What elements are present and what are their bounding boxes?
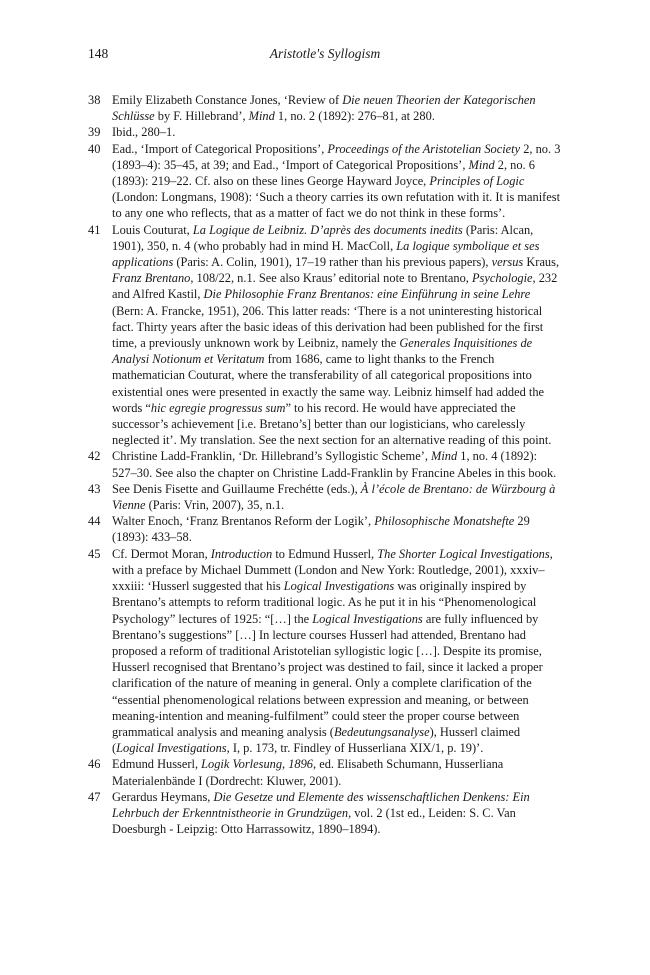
endnote-text: [112, 141, 562, 222]
text-segment: (Bern: A. Francke, 1951), 206. This latter reads: ‘There is a not uninteresting historical fact. Thirty years after the basic ideas of this derivation had been published for the first time, a previously unknown work by Leibniz, namely the: [112, 303, 544, 351]
italic-title-segment: Die Gesetze und Elemente des wissenschaftlichen Denkens: Ein Lehrbuch der Erkenntnistheorie in Grundzügen: [112, 789, 530, 820]
italic-title-segment: Introduction: [210, 546, 273, 561]
italic-title-segment: Logik Vorlesung, 1896: [201, 757, 314, 772]
italic-title-segment: The Shorter Logical Investigations: [377, 546, 550, 561]
endnote: [88, 448, 562, 480]
italic-title-segment: versus: [491, 255, 524, 270]
text-segment: was originally inspired by Brentano’s attempts to reform traditional logic. As he put it in his “Phenomenological Psychology” lectures of 1925: “[…] the: [112, 579, 537, 626]
italic-title-segment: Logical Investigations: [312, 611, 423, 626]
text-segment: (Paris: Vrin, 2007), 35, n.1.: [145, 498, 285, 513]
page-header: [88, 46, 562, 66]
text-segment: 2, no. 3 (1893–4): 35–45, at 39; and Ead., ‘Import of Categorical Propositions’,: [112, 141, 561, 172]
italic-title-segment: Proceedings of the Aristotelian Society: [327, 141, 521, 156]
text-segment: 29 (1893): 433–58.: [112, 514, 530, 545]
text-segment: Walter Enoch, ‘Franz Brentanos Reform der Logik’,: [112, 514, 375, 529]
endnote-text: [112, 124, 562, 140]
endnote: [88, 789, 562, 838]
text-segment: by F. Hillebrand’,: [154, 109, 249, 124]
text-segment: Emily Elizabeth Constance Jones, ‘Review of: [112, 93, 343, 107]
text-segment: See Denis Fisette and Guillaume Frechétte (eds.),: [112, 481, 361, 496]
page-number: 148: [88, 46, 109, 61]
endnote-text: [112, 513, 562, 545]
endnote-number: 41: [88, 222, 101, 237]
italic-title-segment: Logical Investigations: [116, 741, 227, 756]
text-segment: , 108/22, n.1. See also Kraus’ editorial note to Brentano,: [190, 271, 472, 286]
running-title: Aristotle's Syllogism: [269, 46, 381, 61]
text-segment: (Paris: Alcan, 1901), 350, n. 4 (who probably had in mind H. MacColl,: [112, 222, 534, 253]
italic-title-segment: À l’école de Brentano: de Würzbourg à Vienne: [112, 481, 556, 513]
text-segment: Christine Ladd-Franklin, ‘Dr. Hillebrand’s Syllogistic Scheme’,: [112, 449, 432, 464]
italic-title-segment: Bedeutungsanalyse: [333, 724, 430, 739]
text-segment: Edmund Husserl,: [112, 757, 202, 772]
italic-title-segment: Psychologie: [471, 271, 533, 286]
italic-title-segment: Die neuen Theorien der Kategorischen Schlüsse: [112, 93, 536, 124]
text-segment: Louis Couturat,: [112, 222, 193, 237]
text-segment: , with a preface by Michael Dummett (London and New York: Routledge, 2001), xxxiv–xxxiii: ‘Husserl suggested that his: [112, 546, 553, 594]
endnote: [88, 481, 562, 513]
endnote-text: [112, 92, 562, 124]
endnote: [88, 756, 562, 788]
text-segment: (London: Longmans, 1908): ‘Such a theory carries its own refutation with it. It is manifest to any one who reflects, that as a matter of fact we do not think in these forms’.: [112, 190, 561, 221]
text-segment: Gerardus Heymans,: [112, 789, 214, 804]
endnote: [88, 141, 562, 222]
italic-title-segment: Logical Investigations: [283, 579, 395, 594]
endnote-number: 44: [88, 514, 101, 529]
text-segment: , ed. Elisabeth Schumann, Husserliana Materialenbände I (Dordrecht: Kluwer, 2001).: [112, 757, 504, 788]
endnote-number: 39: [88, 125, 101, 140]
italic-title-segment: Die Philosophie Franz Brentanos: eine Einführung in seine Lehre: [203, 287, 531, 302]
endnote: [88, 546, 562, 757]
italic-title-segment: Mind: [248, 109, 275, 124]
endnote-number: 43: [88, 481, 101, 496]
endnote: [88, 92, 562, 124]
endnote-text: [112, 448, 562, 480]
italic-title-segment: hic egregie progressus sum: [150, 400, 286, 415]
italic-title-segment: Mind: [431, 449, 458, 464]
text-segment: from 1686, came to light thanks to the French mathematician Couturat, where the transferability of all categorical propositions into existential ones were presented in exactly the same way. Leibniz himself had added the words “: [112, 352, 545, 415]
text-segment: ), Husserl claimed (: [112, 724, 521, 756]
endnote-text: [112, 546, 562, 757]
endnote-text: [112, 756, 562, 788]
text-segment: ” to his record. He would have appreciated the successor’s achievement [i.e. Bretano’s] better than our logisticians, who carelessly neglected it’. My translation. See the next section for an alternative reading of this point.: [112, 400, 552, 448]
text-segment: Cf. Dermot Moran,: [112, 546, 211, 561]
italic-title-segment: Mind: [468, 157, 495, 172]
text-segment: (Paris: A. Colin, 1901), 17–19 rather than his previous papers),: [173, 255, 492, 270]
text-segment: are fully influenced by Brentano’s suggestions” […] In lecture courses Husserl had attended, Brentano had proposed a reform of traditional Aristotelian syllogistic logic […]. Despite its promise, Husserl recognised that Brentano’s project was destined to fail, since it lacked a proper clarification of the nature of meaning in general. Only a complete clarification of the “essential phenomenological relations between expression and meaning, or between meaning-intention and meaning-fulfilment” could steer the proper course between grammatical analysis and meaning analysis (: [112, 611, 543, 739]
endnote-number: 46: [88, 757, 101, 772]
italic-title-segment: La Logique de Leibniz. D’après des documents inedits: [192, 222, 463, 237]
endnote-number: 40: [88, 141, 101, 156]
italic-title-segment: La logique symbolique et ses applications: [112, 238, 540, 270]
text-segment: 1, no. 4 (1892): 527–30. See also the chapter on Christine Ladd-Franklin by Francine Abeles in this book.: [112, 449, 557, 480]
italic-title-segment: Franz Brentano: [112, 271, 191, 286]
text-segment: Ibid., 280–1.: [112, 125, 176, 140]
text-segment: , I, p. 173, tr. Findley of Husserliana XIX/1, p. 19)’.: [226, 741, 484, 756]
endnote: [88, 513, 562, 545]
text-segment: , 232 and Alfred Kastil,: [112, 271, 558, 302]
text-segment: 2, no. 6 (1893): 219–22. Cf. also on these lines George Hayward Joyce,: [112, 157, 535, 189]
text-segment: Kraus,: [523, 255, 560, 270]
italic-title-segment: Generales Inquisitiones de Analysi Notionum et Veritatum: [112, 336, 533, 367]
endnote-number: 42: [88, 449, 101, 464]
italic-title-segment: Principles of Logic: [429, 174, 525, 189]
text-segment: , vol. 2 (1st ed., Leiden: S. C. Van Doesburgh - Leipzig: Otto Harrassowitz, 1890–1894).: [112, 805, 516, 837]
endnote-number: 38: [88, 93, 101, 107]
endnote: [88, 124, 562, 140]
endnote-text: [112, 789, 562, 838]
endnote-number: 47: [88, 789, 101, 804]
text-segment: 1, no. 2 (1892): 276–81, at 280.: [274, 109, 435, 124]
endnote: [88, 222, 562, 449]
italic-title-segment: Philosophische Monatshefte: [374, 514, 515, 529]
endnote-text: [112, 481, 562, 513]
endnote-text: [112, 222, 562, 449]
text-segment: to Edmund Husserl,: [272, 546, 378, 561]
endnote-number: 45: [88, 546, 101, 561]
text-segment: Ead., ‘Import of Categorical Propositions’,: [112, 141, 328, 156]
endnotes-list: [88, 92, 562, 837]
